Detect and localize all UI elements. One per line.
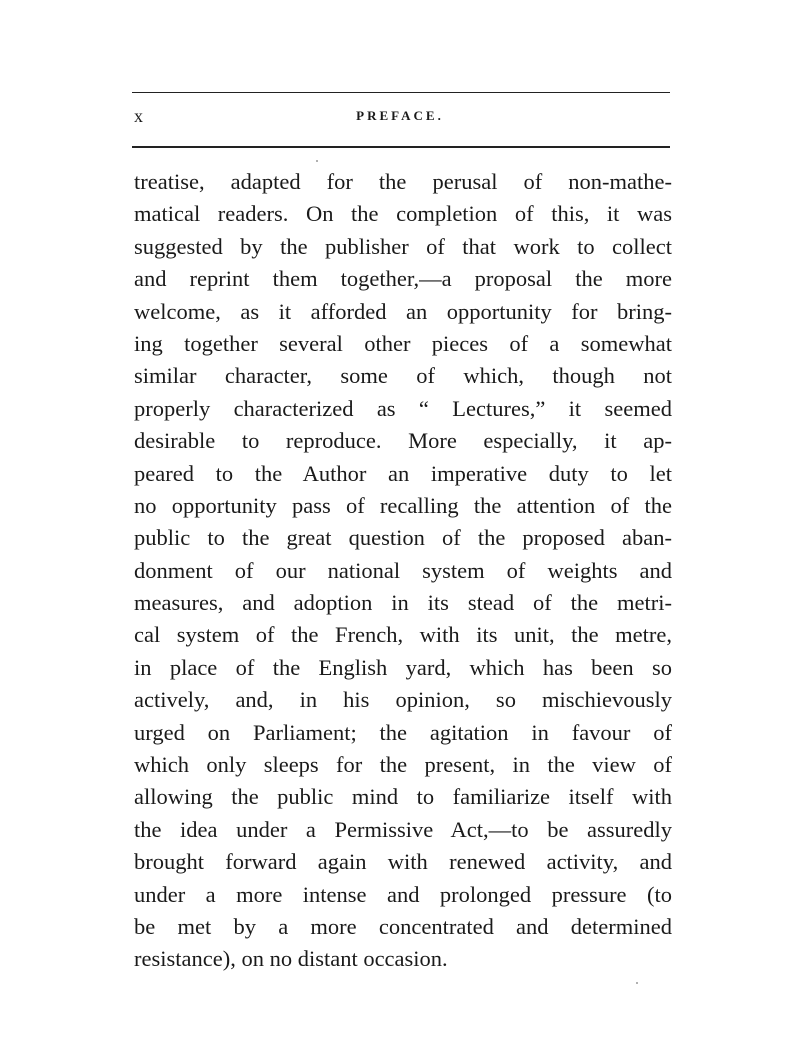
page-number: x — [134, 106, 144, 126]
text-line: urged on Parliament; the agitation in favour of — [134, 719, 672, 745]
text-line: the idea under a Permissive Act,—to be assuredly — [134, 816, 672, 842]
text-line: treatise, adapted for the perusal of non-mathe- — [134, 169, 672, 194]
text-line: brought forward again with renewed activity, and — [134, 849, 672, 875]
text-line: matical readers. On the completion of this, it was — [134, 201, 672, 227]
text-line: which only sleeps for the present, in the view of — [134, 752, 672, 778]
running-head-title: PREFACE. — [356, 108, 444, 123]
text-line: ing together several other pieces of a somewhat — [134, 330, 672, 356]
header-bottom-rule — [132, 146, 670, 148]
body-paragraph — [134, 166, 672, 976]
text-line: under a more intense and prolonged pressure (to — [134, 881, 672, 907]
text-line: donment of our national system of weights and — [134, 557, 672, 583]
text-line: and reprint them together,—a proposal the more — [134, 266, 672, 292]
paper-speck — [636, 982, 638, 984]
header-top-rule — [132, 92, 670, 93]
text-line: suggested by the publisher of that work to collect — [134, 233, 672, 259]
text-line: measures, and adoption in its stead of the metri- — [134, 590, 672, 616]
text-line: properly characterized as “ Lectures,” it seemed — [134, 395, 672, 421]
text-line: cal system of the French, with its unit, the metre, — [134, 622, 672, 648]
paper-speck — [316, 160, 318, 162]
text-line-last: resistance), on no distant occasion. — [134, 946, 448, 972]
text-line: allowing the public mind to familiarize itself with — [134, 784, 672, 810]
text-line: in place of the English yard, which has been so — [134, 654, 672, 680]
text-line: public to the great question of the proposed aban- — [134, 525, 672, 551]
text-line: actively, and, in his opinion, so mischievously — [134, 687, 672, 713]
text-line: no opportunity pass of recalling the attention of the — [134, 492, 672, 518]
text-line: similar character, some of which, though not — [134, 363, 672, 389]
text-line: peared to the Author an imperative duty to let — [134, 460, 672, 486]
text-line: be met by a more concentrated and determined — [134, 913, 672, 939]
text-line: desirable to reproduce. More especially, it ap- — [134, 428, 672, 454]
text-line: welcome, as it afforded an opportunity for bring- — [134, 298, 672, 324]
